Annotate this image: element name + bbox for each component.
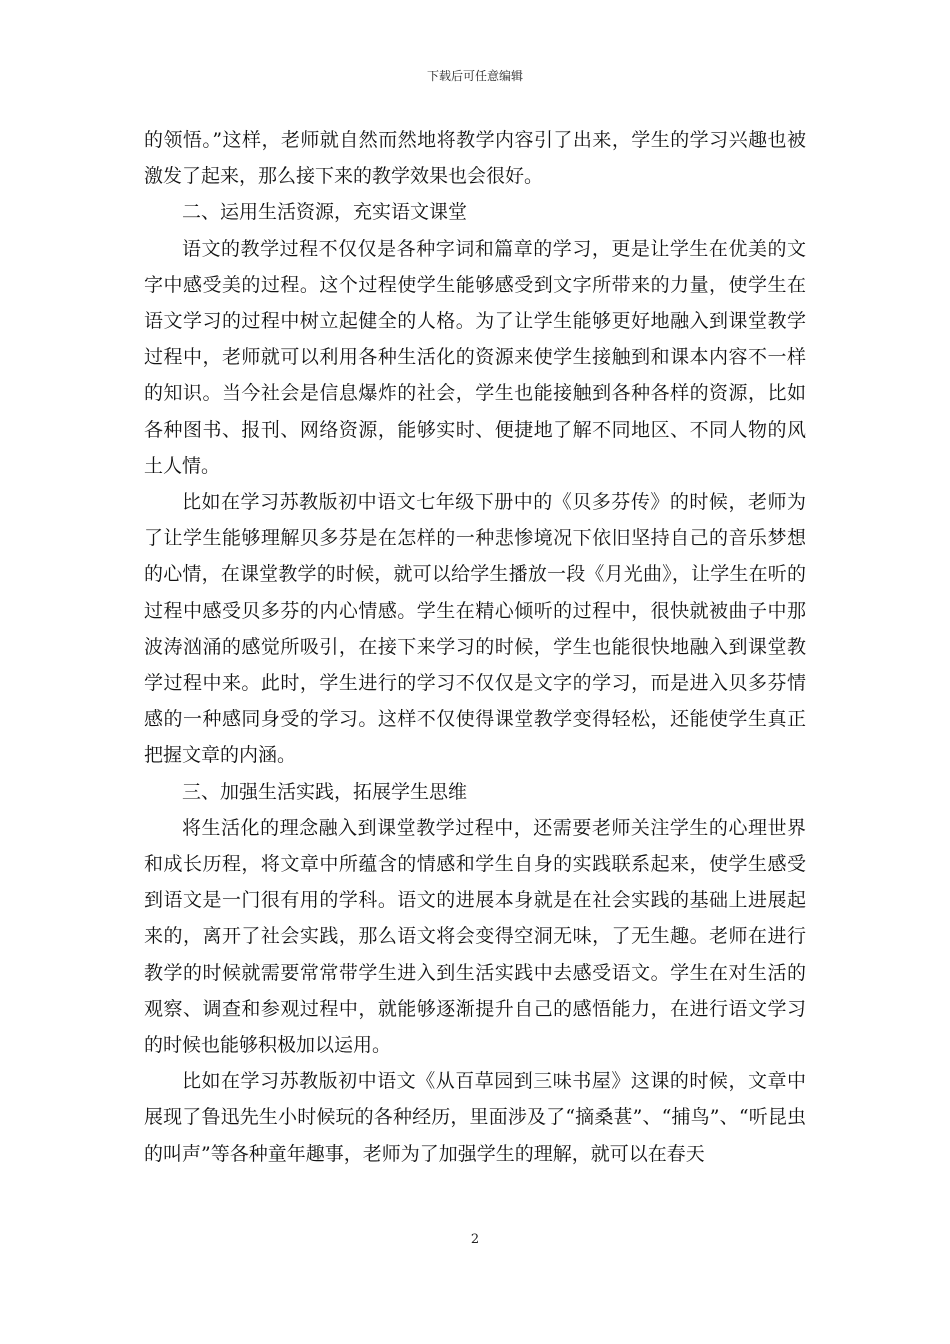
page-header: 下载后可任意编辑	[426, 69, 523, 83]
section-heading-3: 三、加强生活实践，拓展学生思维	[182, 780, 468, 803]
paragraph: 将生活化的理念融入到课堂教学过程中，还需要老师关注学生的心理世界和成长历程，将文章中所蕴含的情感和学生自身的实践联系起来，使学生感受到语文是一门很有用的学科。语文的进展本身就是在社会实践的基础上进展起来的，离开了社会实践，那么语文将会变得空洞无味，了无生趣。老师在进行教学的时候就需要常常带学生进入到生活实践中去感受语文。学生在对生活的观察、调查和参观过程中，就能够逐渐提升自己的感悟能力，在进行语文学习的时候也能够积极加以运用。	[144, 816, 806, 1057]
document-body	[144, 122, 806, 1172]
paragraph: 比如在学习苏教版初中语文《从百草园到三味书屋》这课的时候，文章中展现了鲁迅先生小时候玩的各种经历，里面涉及了“摘桑葚”、“捕鸟”、“听昆虫的叫声”等各种童年趣事，老师为了加强学生的理解，就可以在春天	[144, 1070, 806, 1165]
section-heading-2: 二、运用生活资源，充实语文课堂	[182, 201, 468, 224]
paragraph: 语文的教学过程不仅仅是各种字词和篇章的学习，更是让学生在优美的文字中感受美的过程。这个过程使学生能够感受到文字所带来的力量，使学生在语文学习的过程中树立起健全的人格。为了让学生能够更好地融入到课堂教学过程中，老师就可以利用各种生活化的资源来使学生接触到和课本内容不一样的知识。当今社会是信息爆炸的社会，学生也能接触到各种各样的资源，比如各种图书、报刊、网络资源，能够实时、便捷地了解不同地区、不同人物的风土人情。	[144, 237, 806, 477]
paragraph-continuation: 的领悟。”这样，老师就自然而然地将教学内容引了出来，学生的学习兴趣也被激发了起来，那么接下来的教学效果也会很好。	[144, 129, 806, 188]
paragraph: 比如在学习苏教版初中语文七年级下册中的《贝多芬传》的时候，老师为了让学生能够理解贝多芬是在怎样的一种悲惨境况下依旧坚持自己的音乐梦想的心情，在课堂教学的时候，就可以给学生播放一段《月光曲》，让学生在听的过程中感受贝多芬的内心情感。学生在精心倾听的过程中，很快就被曲子中那波涛汹涌的感觉所吸引，在接下来学习的时候，学生也能很快地融入到课堂教学过程中来。此时，学生进行的学习不仅仅是文字的学习，而是进入贝多芬情感的一种感同身受的学习。这样不仅使得课堂教学变得轻松，还能使学生真正把握文章的内涵。	[144, 491, 806, 767]
page-number: 2	[470, 1232, 480, 1247]
